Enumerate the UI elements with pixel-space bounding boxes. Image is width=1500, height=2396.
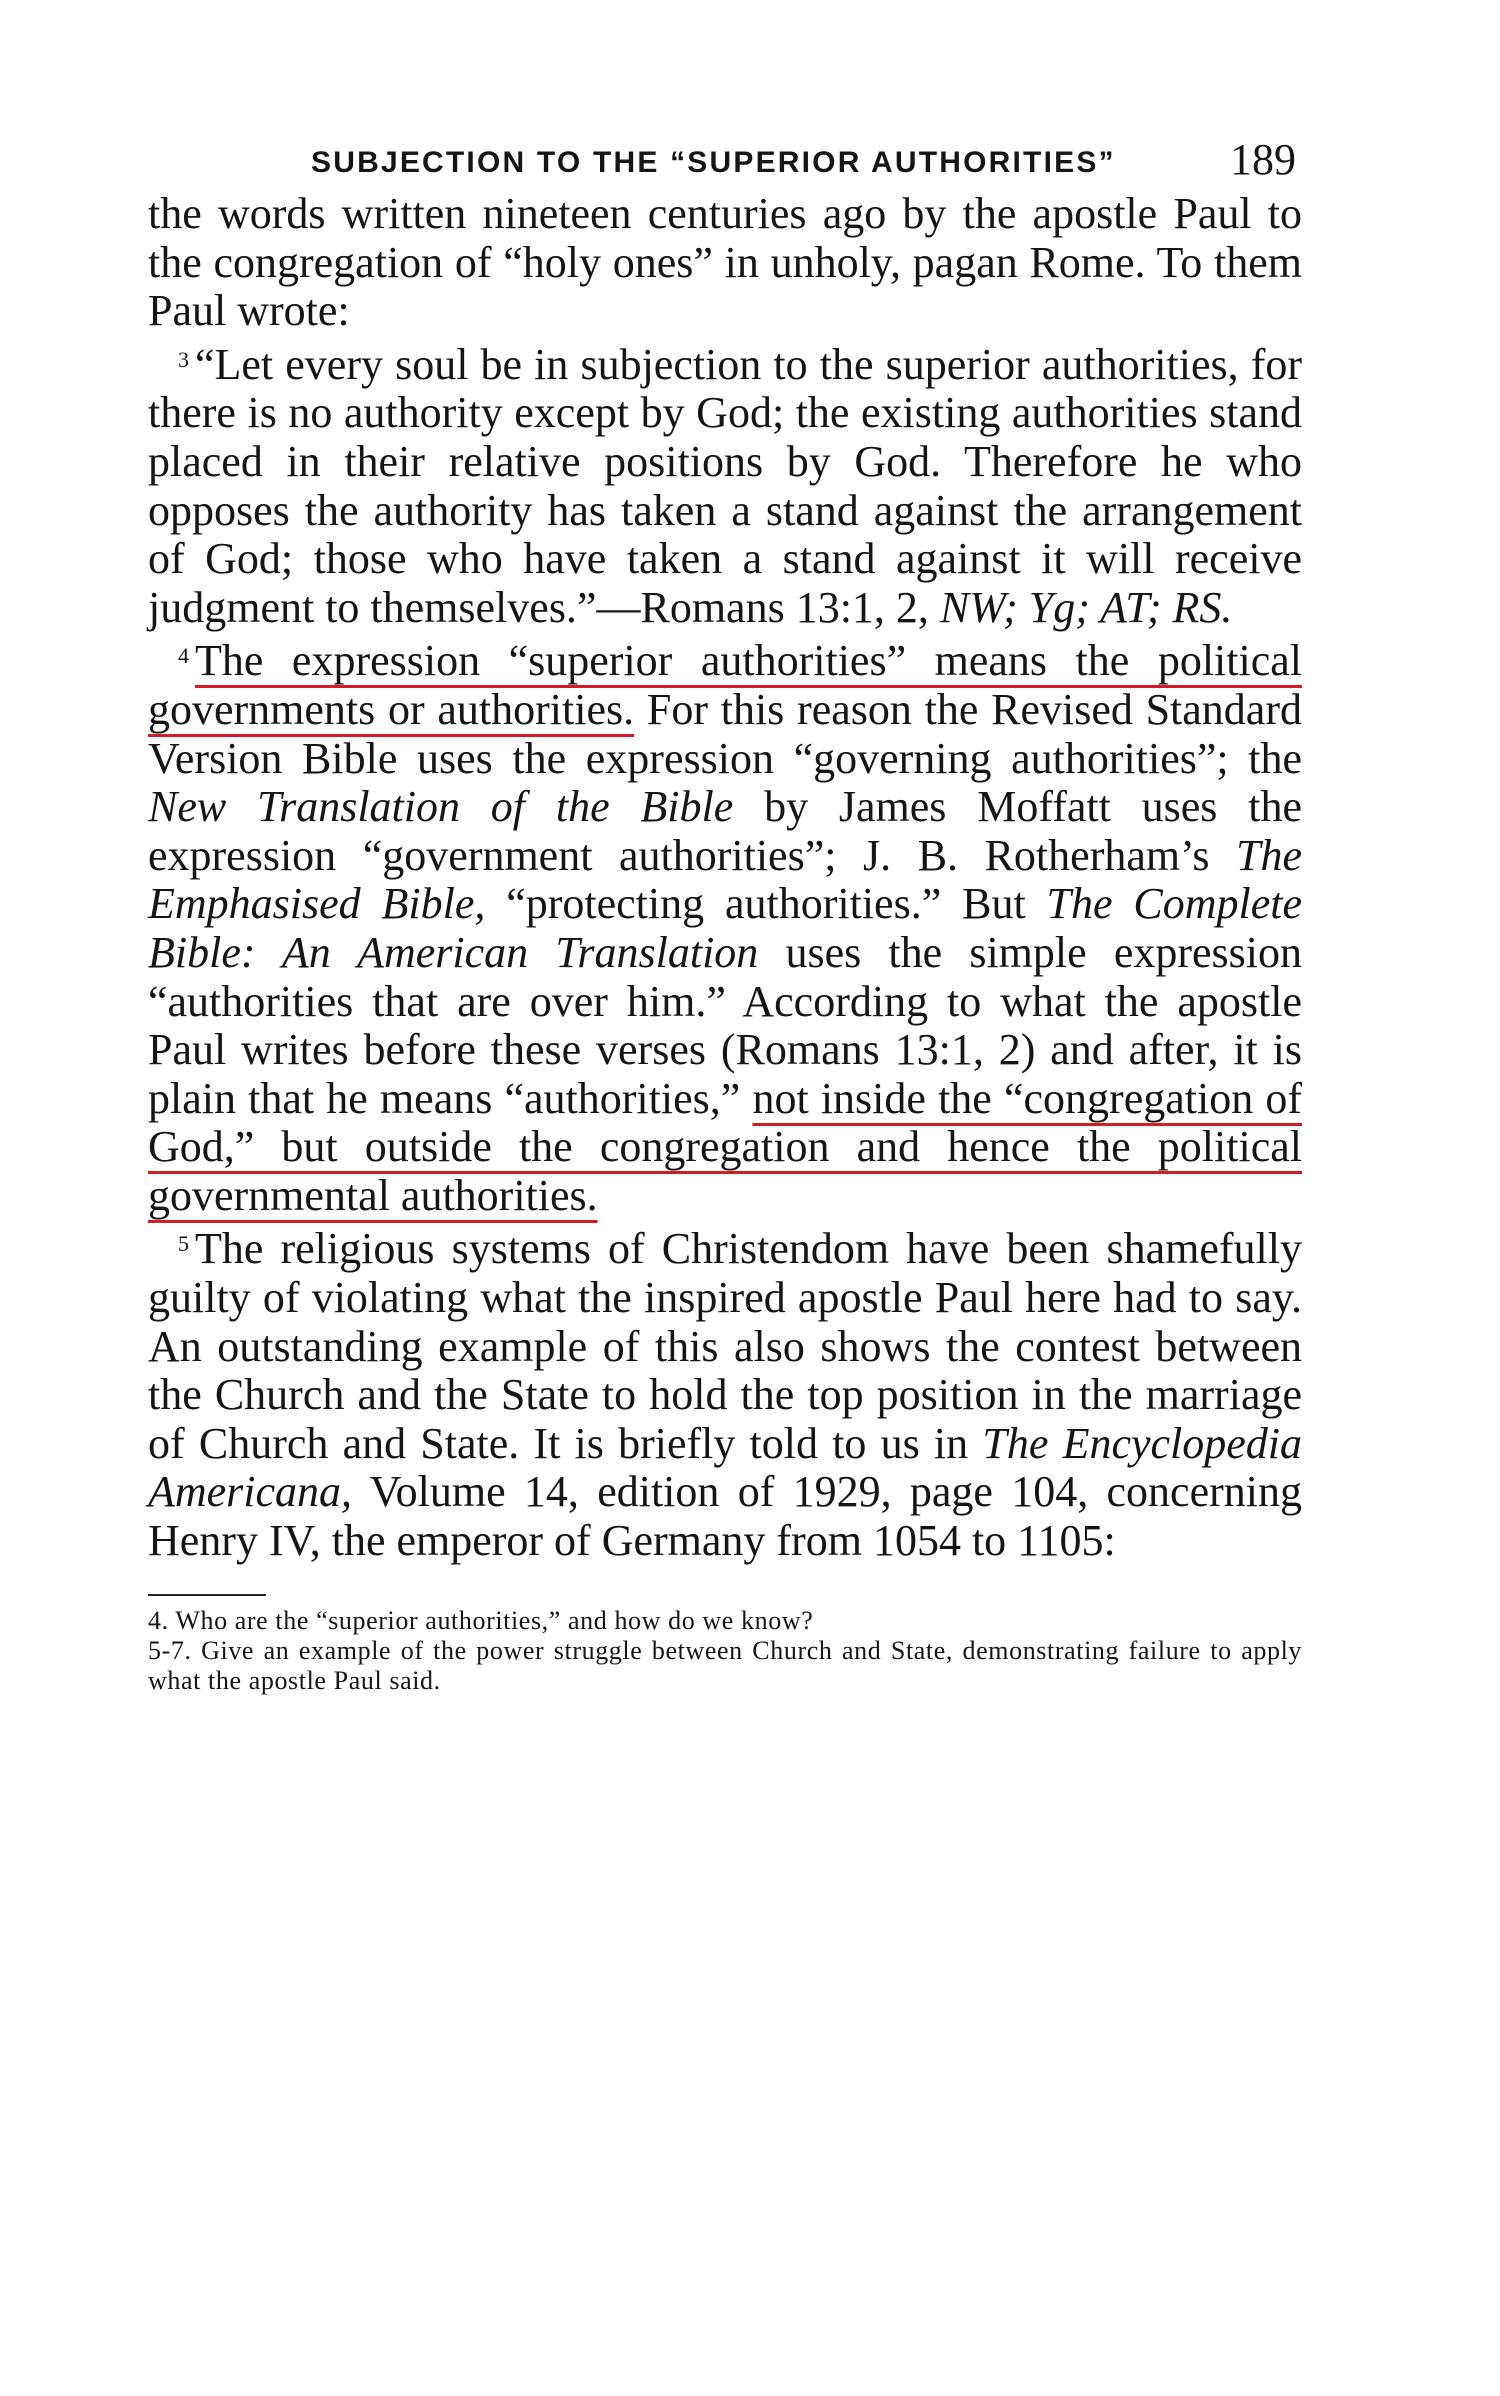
footnote-question: 4. Who are the “superior authorities,” and how do we know? [148, 1605, 814, 1635]
paragraph-3 [148, 336, 1302, 633]
book-title: New Translation of the Bible [148, 782, 734, 832]
bible-versions: NW; Yg; AT; RS. [939, 582, 1233, 632]
running-head: SUBJECTION TO THE “SUPERIOR AUTHORITIES” [311, 146, 1116, 179]
text-run: For this reason the Revised Standard Version Bible uses the expression “governing authorities”; the [148, 684, 1302, 783]
paragraph-4 [148, 632, 1302, 1220]
highlighted-passage-2: not inside the “congregation of God,” but outside the congregation and hence the political governmental authorities. [148, 1073, 1303, 1220]
page-number: 189 [1230, 135, 1296, 184]
paragraph-intro: the words written nineteen centuries ago by the apostle Paul to the congregation of “holy ones” in unholy, pagan Rome. To them Paul wrote: [148, 189, 1302, 336]
page-header [148, 130, 1302, 190]
paragraph-marker: 4 [178, 643, 189, 669]
footnote-question: 5-7. Give an example of the power struggle between Church and State, demonstrating failure to apply what the apostle Paul said. [148, 1635, 1302, 1695]
text-run: Volume 14, edition of 1929, page 104, concerning Henry IV, the emperor of Germany from 1054 to 1105: [148, 1467, 1302, 1566]
text-run: by James Moffatt uses the expression “government authorities”; J. B. Rotherham’s [148, 782, 1302, 880]
book-title: The Complete Bible: An American Translation [148, 879, 1303, 977]
text-run: uses the simple expression “authorities that are over him.” According to what the apostle Paul writes before these verses (Romans 13:1, 2) and after, it is plain that he means “authorities,” [148, 927, 1303, 1123]
paragraph-marker: 5 [178, 1231, 189, 1257]
paragraph-marker: 3 [178, 346, 189, 372]
study-questions [148, 1606, 1302, 1696]
book-page [148, 130, 1302, 1696]
text-run: The religious systems of Christendom have been shamefully guilty of violating what the inspired apostle Paul here had to say. An outstanding example of this also shows the contest between the Church and the State to hold the top position in the marriage of Church and State. It is briefly told to us in [148, 1224, 1302, 1468]
scripture-quote: “Let every soul be in subjection to the superior authorities, for there is no authority except by God; the existing authorities stand placed in their relative positions by God. Therefore he who opposes the authority has taken a stand against the arrangement of God; those who have taken a stand against it will receive judgment to themselves.”—Romans 13:1, 2, [148, 339, 1302, 632]
paragraph-5 [148, 1220, 1302, 1565]
book-title: The Encyclopedia Americana, [148, 1418, 1303, 1517]
body-text [148, 190, 1302, 1566]
footnote-rule [148, 1594, 266, 1596]
highlighted-passage-1: The expression “superior authorities” means the political governments or authorities. [148, 636, 1302, 734]
book-title: The Emphasised Bible, [148, 830, 1303, 929]
text-run: “protecting authorities.” But [506, 879, 1026, 929]
